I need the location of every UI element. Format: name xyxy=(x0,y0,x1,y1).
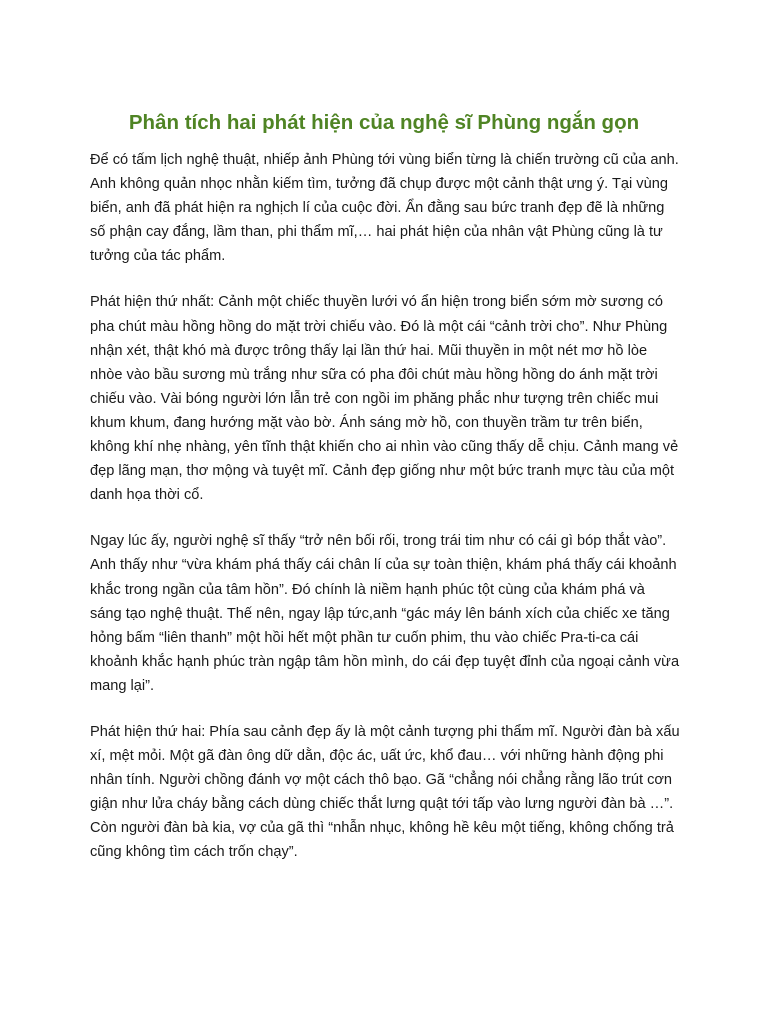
paragraph-artist-reaction: Ngay lúc ấy, người nghệ sĩ thấy “trở nên bối rối, trong trái tim như có cái gì bóp thắt vào”. Anh thấy như “vừa khám phá thấy cái chân lí của sự toàn thiện, khám phá thấy cái khoảnh khắc trong ngần của tâm hồn”. Đó chính là niềm hạnh phúc tột cùng của khám phá và sáng tạo nghệ thuật. Thế nên, ngay lập tức,anh “gác máy lên bánh xích của chiếc xe tăng hỏng bấm “liên thanh” một hồi hết một phần tư cuốn phim, thu vào chiếc Pra-ti-ca cái khoảnh khắc hạnh phúc tràn ngập tâm hồn mình, do cái đẹp tuyệt đỉnh của ngoại cảnh vừa mang lại”. xyxy=(90,533,680,694)
paragraph-intro: Để có tấm lịch nghệ thuật, nhiếp ảnh Phùng tới vùng biển từng là chiến trường cũ của anh. Anh không quản nhọc nhằn kiếm tìm, tưởng đã chụp được một cảnh thật ưng ý. Tại vùng biển, anh đã phát hiện ra nghịch lí của cuộc đời. Ẩn đằng sau bức tranh đẹp đẽ là những số phận cay đắng, lầm than, phi thẩm mĩ,… hai phát hiện của nhân vật Phùng cũng là tư tưởng của tác phẩm. xyxy=(90,152,679,265)
paragraph-first-discovery: Phát hiện thứ nhất: Cảnh một chiếc thuyền lưới vó ẩn hiện trong biển sớm mờ sương có pha chút màu hồng hồng do mặt trời chiếu vào. Đó là một cái “cảnh trời cho”. Như Phùng nhận xét, thật khó mà được trông thấy lại lần thứ hai. Mũi thuyền in một nét mơ hồ lòe nhòe vào bầu sương mù trắng như sữa có pha đôi chút màu hồng hồng do ánh mặt trời chiếu vào. Vài bóng người lớn lẫn trẻ con ngồi im phăng phắc như tượng trên chiếc mui khum khum, đang hướng mặt vào bờ. Ánh sáng mờ hồ, con thuyền trầm tư trên biển, không khí nhẹ nhàng, yên tĩnh thật khiến cho ai nhìn vào cũng thấy dễ chịu. Cảnh mang vẻ đẹp lãng mạn, thơ mộng và tuyệt mĩ. Cảnh đẹp giống như một bức tranh mực tàu của một danh họa thời cổ. xyxy=(90,294,679,504)
article-body xyxy=(90,148,680,887)
page-title: Phân tích hai phát hiện của nghệ sĩ Phùng ngắn gọn xyxy=(128,111,640,134)
paragraph-second-discovery: Phát hiện thứ hai: Phía sau cảnh đẹp ấy là một cảnh tượng phi thẩm mĩ. Người đàn bà xấu xí, mệt mỏi. Một gã đàn ông dữ dằn, độc ác, uất ức, khổ đau… với những hành động phi nhân tính. Người chồng đánh vợ một cách thô bạo. Gã “chẳng nói chẳng rằng lão trút cơn giận như lửa cháy bằng cách dùng chiếc thắt lưng quật tới tấp vào lưng người đàn bà …”. Còn người đàn bà kia, vợ của gã thì “nhẫn nhục, không hề kêu một tiếng, không chống trả cũng không tìm cách trốn chạy”. xyxy=(90,723,680,861)
